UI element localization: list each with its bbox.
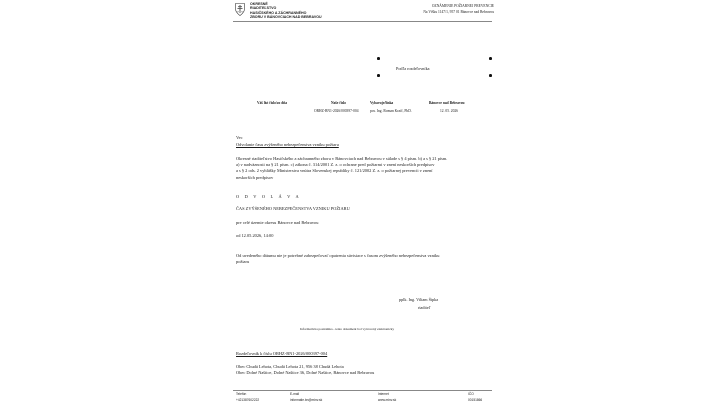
area-text: pre celé územie okresu Bánovce nad Bebravou xyxy=(236,220,319,225)
footer-ico xyxy=(468,392,482,403)
subject-label: Vec xyxy=(236,135,243,140)
paragraph-line: Od uvedeného dátumu nie je potrebné zabezpečovať opatrenia súvisiace s časom zvýšeného nebezpečenstva vzniku xyxy=(236,253,440,258)
footer-label: IČO xyxy=(468,392,474,396)
paragraph-line: Okresné riaditeľstvo Hasičského a záchranného zboru v Bánovciach nad Bebravou v súlade s § 4 písm. b) a s § 21 písm. xyxy=(236,156,448,161)
paragraph-line: a) v nadväznosti na § 21 písm. c) zákona č. 314/2001 Z. z. o ochrane pred požiarmi v znení neskorších predpisov xyxy=(236,162,435,168)
header-divider xyxy=(233,21,492,22)
closing-paragraph xyxy=(236,253,439,265)
footer-value: +421387602222 xyxy=(236,397,260,402)
footer-label: E-mail xyxy=(290,392,300,396)
footer-label: Telefón xyxy=(236,392,247,396)
header-address: Na Vŕšku 1147/1, 957 01 Bánovce nad Bebravou xyxy=(423,10,494,14)
ref-value: ORHZ-BN1-2026/000397-004 xyxy=(314,109,359,113)
office-line: OKRESNÉ xyxy=(250,2,268,6)
distribution-item: Obec Chudá Lehota, Chudá Lehota 21, 956 38 Chudá Lehota xyxy=(236,364,344,369)
footer-phone xyxy=(236,392,259,403)
header-right xyxy=(423,3,494,15)
header-title: OZNÁMENIE POŽIARNEJ PREVENCIE xyxy=(431,4,494,8)
window-mark xyxy=(377,74,380,77)
cas-heading: ČAS ZVÝŠENÉHO NEBEZPEČENSTVA VZNIKU POŽIARU xyxy=(236,206,350,211)
subject: Odvolanie času zvýšeného nebezpečenstva vzniku požiaru xyxy=(236,142,339,147)
ref-header: Naše číslo xyxy=(331,101,347,105)
ref-header: Bánovce nad Bebravou xyxy=(429,101,465,105)
office-line: ZBORU V BÁNOVCIACH NAD BEBRAVOU xyxy=(250,15,322,20)
paragraph-line: požiaru xyxy=(236,259,250,265)
office-name xyxy=(250,2,322,20)
window-mark xyxy=(377,57,380,60)
footer-divider xyxy=(233,390,492,391)
footer-value: informatie.bn@minv.sk xyxy=(290,397,323,402)
office-line: RIADITEĽSTVO xyxy=(250,6,277,11)
footer-value: www.minv.sk xyxy=(378,397,397,402)
paragraph-line: neskorších predpisov xyxy=(236,174,274,180)
footer-label: Internet xyxy=(378,392,389,396)
ref-value: 12. 05. 2026 xyxy=(440,109,458,113)
recipient: Podľa rozdeľovníka xyxy=(396,66,430,71)
coat-of-arms-icon xyxy=(235,3,245,16)
ref-value: pos. Ing. Roman Kraič, PhD. xyxy=(370,109,412,113)
footer-value: 00151866 xyxy=(468,397,483,402)
signature-role: riaditeľ xyxy=(418,305,431,310)
date-text: od 12.05.2026, 14:00 xyxy=(236,233,274,238)
distribution-title: Rozdeľovník k číslu ORHZ-BN1-2026/000397-004 xyxy=(236,351,328,356)
distribution-list xyxy=(236,364,374,376)
window-mark xyxy=(489,74,492,77)
signature-name: pplk. Ing. Viliam Šipka xyxy=(399,297,439,302)
office-line: HASIČSKÉHO A ZÁCHRANNÉHO xyxy=(250,10,307,15)
ref-header: Vybavuje/linka xyxy=(370,101,394,105)
distribution-item: Obec Dolné Naštice, Dolné Naštice 36, Dolné Naštice, Bánovce nad Bebravou xyxy=(236,370,375,376)
window-mark xyxy=(489,57,492,60)
electronic-note: Informatívna poznámka - tento dokument bol vytvorený elektronicky xyxy=(300,327,395,331)
body-paragraph xyxy=(236,156,447,181)
footer-internet xyxy=(378,392,396,403)
odvolava-heading: O D V O L Á V A xyxy=(236,194,301,199)
footer-email xyxy=(290,392,322,403)
paragraph-line: a s § 2 ods. 2 vyhlášky Ministerstva vnútra Slovenskej republiky č. 121/2002 Z. z. o požiarnej prevencii v znení xyxy=(236,168,433,174)
ref-header: Váš list číslo/zo dňa xyxy=(257,101,288,105)
